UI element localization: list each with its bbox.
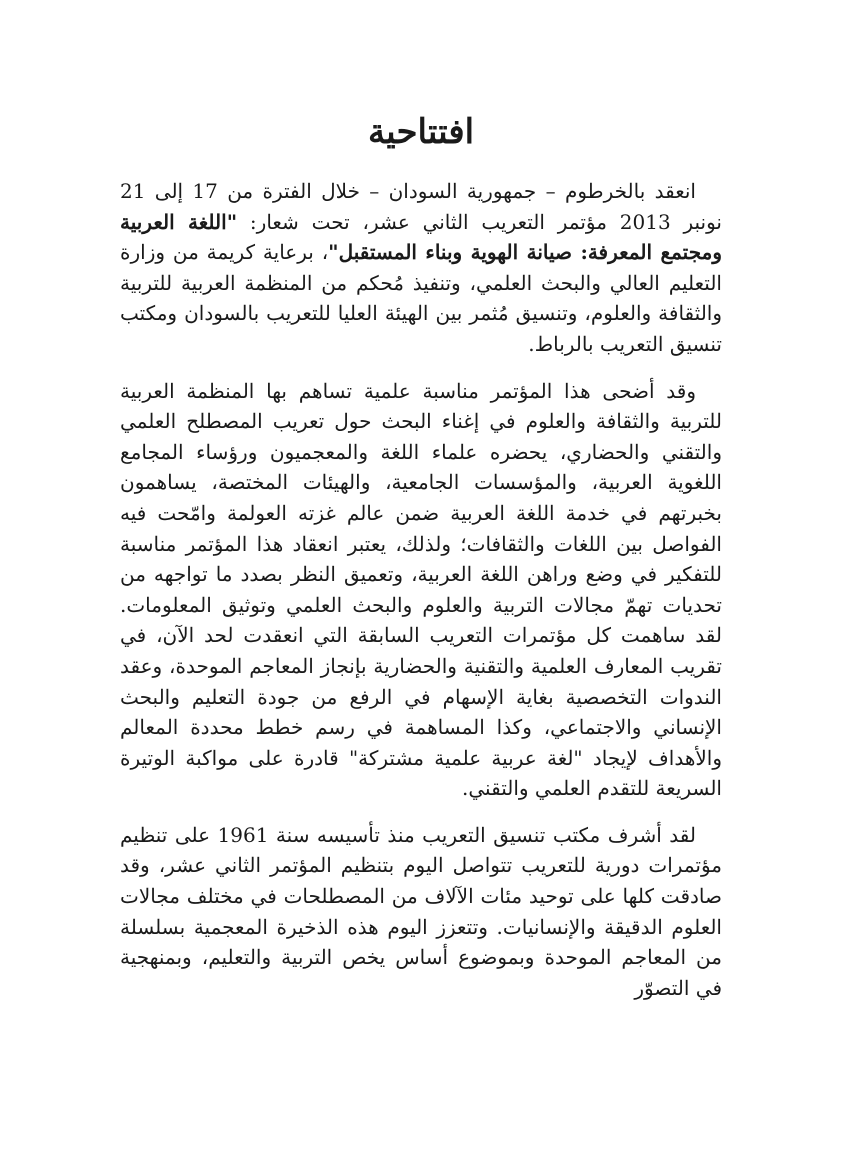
paragraph-3: لقد أشرف مكتب تنسيق التعريب منذ تأسيسه سنة 1961 على تنظيم مؤتمرات دورية للتعريب تتواصل اليوم بتنظيم المؤتمر الثاني عشر، وقد صادقت كلها على توحيد مئات الآلاف من المصطلحات في مختلف مجالات العلوم الدقيقة والإنسانيات. وتتعزز اليوم هذه الذخيرة المعجمية بسلسلة من المعاجم الموحدة وبموضوع أساس يخص التربية والتعليم، وبمنهجية في التصوّر	[120, 822, 722, 1000]
body-text	[120, 176, 722, 1019]
paragraph-1-intro: انعقد بالخرطوم – جمهورية السودان – خلال الفترة من 17 إلى 21 نونبر 2013 مؤتمر التعريب الثاني عشر، تحت شعار:	[120, 179, 723, 234]
conference-slogan: "اللغة العربية ومجتمع المعرفة: صيانة الهوية وبناء المستقبل"	[120, 209, 722, 265]
paragraph-1-rest: ، برعاية كريمة من وزارة التعليم العالي والبحث العلمي، وتنفيذ مُحكم من المنظمة العربية للتربية والثقافة والعلوم، وتنسيق مُثمر بين الهيئة العليا للتعريب بالسودان ومكتب تنسيق التعريب بالرباط.	[120, 240, 722, 356]
paragraph-2: وقد أضحى هذا المؤتمر مناسبة علمية تساهم بها المنظمة العربية للتربية والثقافة والعلوم في إغناء البحث حول تعريب المصطلح العلمي والتقني والحضاري، يحضره علماء اللغة والمعجميون ورؤساء المجامع اللغوية العربية، والمؤسسات الجامعية، والهيئات المختصة، يساهمون بخبرتهم في خدمة اللغة العربية ضمن عالم غزته العولمة وامّحت فيه الفواصل بين اللغات والثقافات؛ ولذلك، يعتبر انعقاد هذا المؤتمر مناسبة للتفكير في وضع وراهن اللغة العربية، وتعميق النظر بصدد ما تواجهه من تحديات تهمّ مجالات التربية والعلوم والبحث العلمي وتوثيق المعلومات. لقد ساهمت كل مؤتمرات التعريب السابقة التي انعقدت لحد الآن، في تقريب المعارف العلمية والتقنية والحضارية بإنجاز المعاجم الموحدة، وعقد الندوات التخصصية بغاية الإسهام في الرفع من جودة التعليم والبحث الإنساني والاجتماعي، وكذا المساهمة في رسم خطط محددة المعالم والأهداف لإيجاد "لغة عربية علمية مشتركة" قادرة على مواكبة الوتيرة السريعة للتقدم العلمي والتقني.	[120, 378, 722, 801]
paragraph-1	[120, 176, 722, 360]
page-title: افتتاحية	[367, 112, 475, 152]
